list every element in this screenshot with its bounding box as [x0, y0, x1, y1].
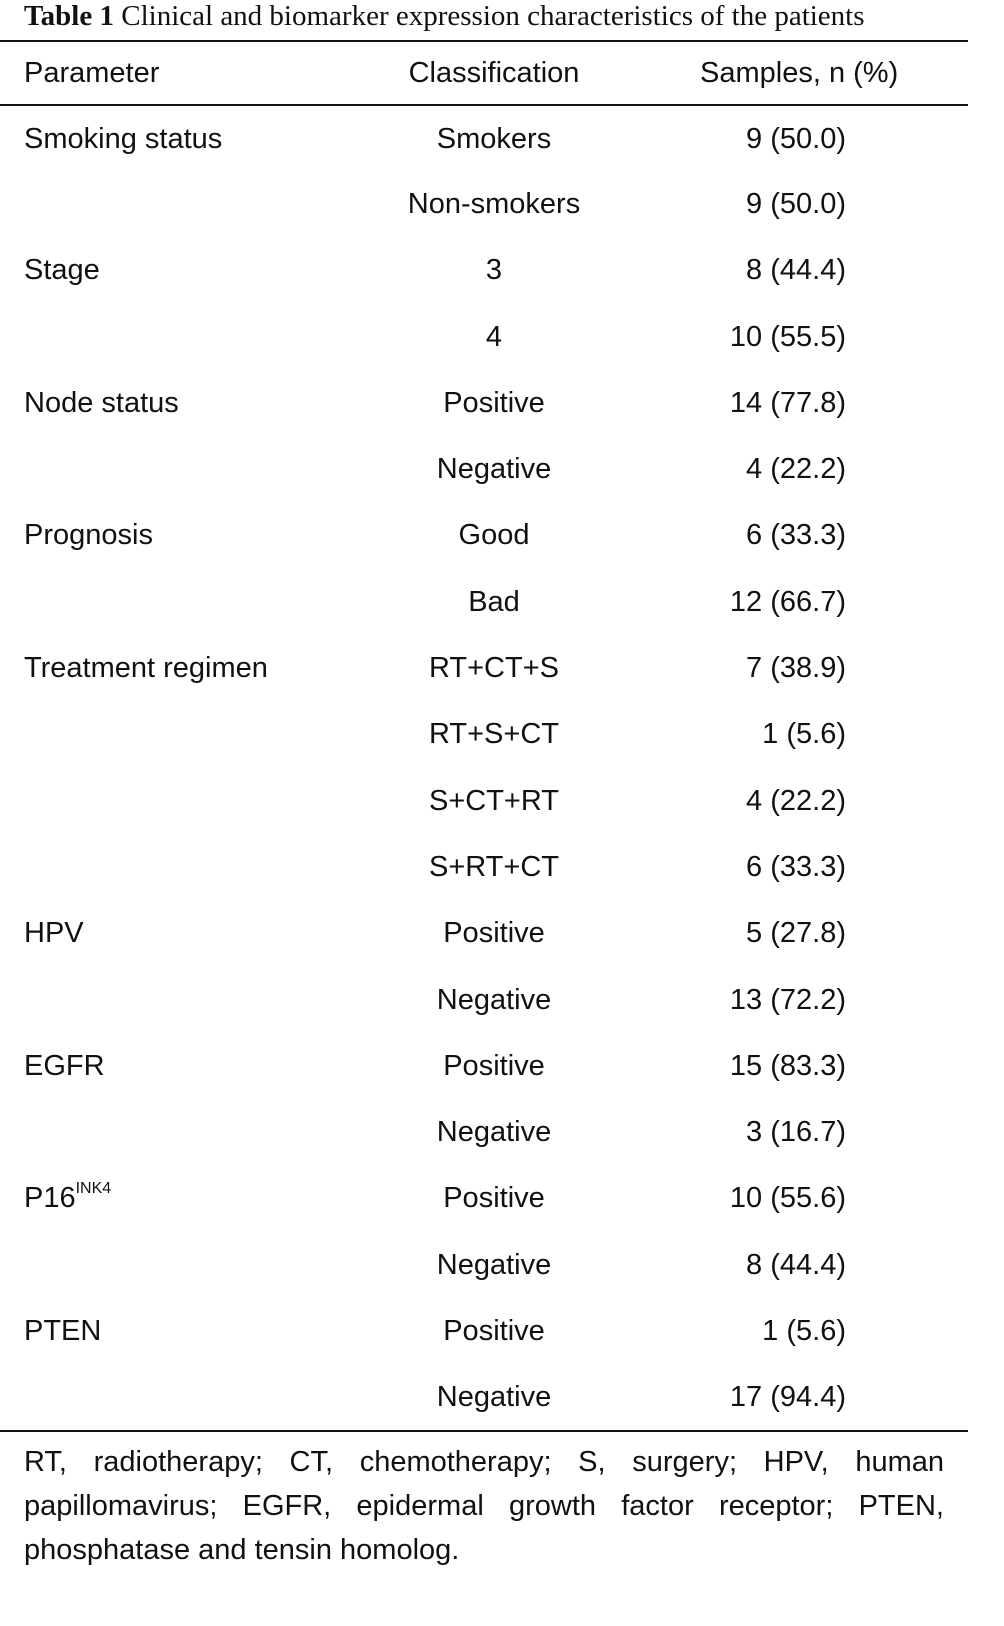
- table-footnote: RT, radiotherapy; CT, chemotherapy; S, surgery; HPV, human papillomavirus; EGFR, epidermal growth factor receptor; PTEN, phosphatase and tensin homolog.: [24, 1446, 944, 1566]
- table-row: [0, 702, 968, 768]
- cell-classification: Good: [458, 519, 530, 552]
- cell-samples: [624, 171, 968, 237]
- parameter-text: Stage: [24, 254, 100, 287]
- cell-classification: Smokers: [436, 122, 552, 155]
- cell-samples: [624, 768, 968, 834]
- table-caption-title: Clinical and biomarker expression characteristics of the patients: [121, 0, 865, 32]
- cell-classification: S+CT+RT: [428, 784, 559, 817]
- samples-value: 14 (77.8): [729, 386, 846, 419]
- parameter-superscript: INK4: [75, 1180, 112, 1198]
- cell-parameter: [0, 1298, 364, 1364]
- table-row: [0, 105, 968, 171]
- cell-samples: [624, 436, 968, 502]
- cell-classification: Positive: [443, 917, 545, 950]
- table-row: [0, 238, 968, 304]
- samples-value: 1 (5.6): [762, 1314, 846, 1347]
- cell-samples: [624, 1298, 968, 1364]
- cell-samples: [624, 105, 968, 171]
- table-row: [0, 1033, 968, 1099]
- cell-classification: RT+CT+S: [428, 652, 559, 685]
- cell-classification: S+RT+CT: [428, 850, 559, 883]
- table-row: [0, 834, 968, 900]
- cell-samples: [624, 1365, 968, 1431]
- table-row: [0, 1365, 968, 1431]
- cell-classification: Positive: [443, 386, 545, 419]
- data-table: [0, 42, 968, 1431]
- cell-samples: [624, 304, 968, 370]
- table-row: [0, 901, 968, 967]
- cell-parameter: [0, 702, 364, 768]
- samples-value: 12 (66.7): [729, 585, 846, 618]
- samples-value: 4 (22.2): [746, 784, 846, 817]
- cell-samples: [624, 370, 968, 436]
- samples-value: 9 (50.0): [746, 122, 846, 155]
- table-row: [0, 1099, 968, 1165]
- cell-classification: Negative: [436, 1381, 552, 1414]
- samples-value: 9 (50.0): [746, 187, 846, 220]
- table-row: [0, 1166, 968, 1232]
- parameter-text: Smoking status: [24, 122, 223, 155]
- cell-parameter: [0, 768, 364, 834]
- cell-parameter: [0, 635, 364, 701]
- header-parameter: Parameter: [24, 57, 160, 89]
- cell-classification: 4: [485, 320, 503, 353]
- cell-parameter: [0, 436, 364, 502]
- cell-samples: [624, 1166, 968, 1232]
- table-caption: [24, 0, 865, 36]
- cell-samples: [624, 238, 968, 304]
- cell-samples: [624, 1099, 968, 1165]
- samples-value: 17 (94.4): [729, 1381, 846, 1414]
- table-row: [0, 768, 968, 834]
- cell-samples: [624, 569, 968, 635]
- header-samples: Samples, n (%): [700, 57, 899, 89]
- cell-samples: [624, 1033, 968, 1099]
- samples-value: 5 (27.8): [746, 917, 846, 950]
- samples-value: 3 (16.7): [746, 1116, 846, 1149]
- table-row: [0, 967, 968, 1033]
- table-caption-label: Table 1: [24, 0, 114, 32]
- samples-value: 7 (38.9): [746, 652, 846, 685]
- cell-classification: Negative: [436, 983, 552, 1016]
- cell-samples: [624, 702, 968, 768]
- cell-parameter: [0, 1166, 364, 1232]
- cell-classification: Positive: [443, 1314, 545, 1347]
- cell-parameter: [0, 105, 364, 171]
- cell-parameter: [0, 1365, 364, 1431]
- parameter-text: HPV: [24, 917, 84, 950]
- header-row: [0, 42, 968, 105]
- cell-parameter: [0, 503, 364, 569]
- samples-value: 6 (33.3): [746, 850, 846, 883]
- cell-classification: Negative: [436, 453, 552, 486]
- cell-classification: Bad: [468, 585, 520, 618]
- cell-classification: Positive: [443, 1182, 545, 1215]
- cell-parameter: [0, 569, 364, 635]
- cell-classification: Positive: [443, 1049, 545, 1082]
- samples-value: 8 (44.4): [746, 254, 846, 287]
- table-row: [0, 436, 968, 502]
- cell-classification: Negative: [436, 1116, 552, 1149]
- cell-samples: [624, 901, 968, 967]
- cell-parameter: [0, 238, 364, 304]
- table-row: [0, 1232, 968, 1298]
- table-row: [0, 304, 968, 370]
- cell-samples: [624, 503, 968, 569]
- cell-classification: Non-smokers: [407, 187, 581, 220]
- cell-parameter: [0, 1099, 364, 1165]
- samples-value: 1 (5.6): [762, 718, 846, 751]
- cell-parameter: [0, 171, 364, 237]
- cell-classification: Negative: [436, 1248, 552, 1281]
- cell-parameter: [0, 1232, 364, 1298]
- parameter-text: EGFR: [24, 1049, 105, 1082]
- parameter-text: Treatment regimen: [24, 652, 268, 685]
- table-row: [0, 370, 968, 436]
- samples-value: 10 (55.6): [729, 1182, 846, 1215]
- cell-parameter: [0, 901, 364, 967]
- parameter-text: P16: [24, 1182, 76, 1215]
- table-row: [0, 1298, 968, 1364]
- cell-samples: [624, 635, 968, 701]
- samples-value: 4 (22.2): [746, 453, 846, 486]
- cell-parameter: [0, 370, 364, 436]
- header-classification: Classification: [408, 57, 580, 89]
- parameter-text: Prognosis: [24, 519, 153, 552]
- cell-parameter: [0, 1033, 364, 1099]
- cell-parameter: [0, 834, 364, 900]
- samples-value: 8 (44.4): [746, 1248, 846, 1281]
- samples-value: 13 (72.2): [729, 983, 846, 1016]
- cell-parameter: [0, 304, 364, 370]
- cell-classification: 3: [485, 254, 503, 287]
- parameter-text: PTEN: [24, 1314, 102, 1347]
- samples-value: 15 (83.3): [729, 1049, 846, 1082]
- cell-samples: [624, 967, 968, 1033]
- cell-samples: [624, 1232, 968, 1298]
- samples-value: 10 (55.5): [729, 320, 846, 353]
- table-row: [0, 635, 968, 701]
- cell-parameter: [0, 967, 364, 1033]
- parameter-text: Node status: [24, 386, 179, 419]
- cell-classification: RT+S+CT: [428, 718, 559, 751]
- table-body: [0, 105, 968, 1431]
- table-row: [0, 503, 968, 569]
- table-row: [0, 569, 968, 635]
- samples-value: 6 (33.3): [746, 519, 846, 552]
- table-row: [0, 171, 968, 237]
- cell-samples: [624, 834, 968, 900]
- bottom-rule: [0, 1430, 968, 1432]
